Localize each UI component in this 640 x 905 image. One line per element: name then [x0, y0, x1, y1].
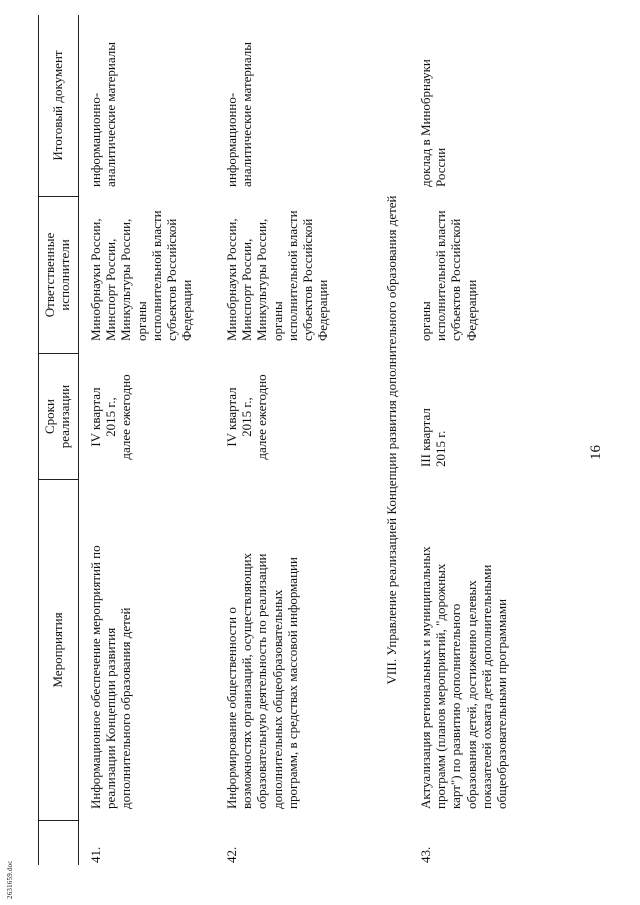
result-line: доклад в Минобрнауки: [418, 59, 433, 187]
result-line: аналитические материалы: [239, 42, 255, 187]
result-line: информационно-: [88, 92, 103, 187]
header-result: [50, 15, 65, 196]
event-line: программ (планов мероприятий, "дорожных: [433, 563, 449, 809]
executor-line: Минобрнауки России,: [224, 218, 239, 341]
page-number: 16: [588, 445, 604, 460]
executor-line: органы: [418, 301, 433, 341]
executor-line: Минкультуры России,: [254, 218, 270, 341]
event-line: образовательную деятельность по реализации: [254, 553, 270, 809]
row-42-event: [224, 553, 300, 809]
row-42-executors: [224, 210, 330, 341]
executor-line: Минобрнауки России,: [88, 218, 103, 341]
result-line: информационно-: [224, 92, 239, 187]
row-42-deadline: [224, 357, 270, 477]
header-executors-line1: Ответственные: [42, 232, 57, 318]
executor-line: исполнительной власти: [284, 210, 300, 341]
row-41-executors: [88, 210, 194, 341]
deadline-line: IV квартал: [224, 387, 239, 447]
row-42-number: [224, 847, 239, 863]
row-41-result: [88, 42, 118, 187]
row-42-result: [224, 42, 254, 187]
header-result-text: Итоговый документ: [50, 50, 65, 161]
row-43-deadline: [418, 408, 448, 467]
event-line: дополнительных общеобразовательных: [269, 589, 285, 809]
table-top-border: [38, 15, 39, 865]
row-43-event: [418, 546, 509, 809]
section-title: [384, 15, 400, 865]
header-executors-line2: исполнители: [57, 239, 72, 311]
event-line: дополнительного образования детей: [118, 607, 134, 809]
header-events-text: Мероприятия: [50, 612, 65, 688]
event-line: показателей охвата детей дополнительными: [478, 564, 494, 809]
event-line: общеобразовательными программами: [494, 598, 510, 809]
executor-line: субъектов Российской: [448, 218, 464, 341]
event-line: возможностях организаций, осуществляющих: [239, 552, 255, 809]
header-deadline: [42, 354, 72, 479]
executor-line: органы: [133, 301, 149, 341]
event-line: Актуализация региональных и муниципальных: [418, 546, 433, 809]
executor-line: Федерации: [179, 279, 195, 341]
row-41-number: [88, 847, 103, 863]
header-deadline-line2: реализации: [57, 384, 72, 449]
executor-line: Федерации: [463, 279, 479, 341]
executor-line: Минспорт России,: [103, 238, 119, 341]
row-41-event: [88, 545, 134, 809]
header-divider-1: [38, 820, 78, 821]
event-line: Информационное обеспечение мероприятий по: [88, 545, 103, 809]
header-deadline-line1: Сроки: [42, 399, 57, 434]
event-line: карт") по развитию дополнительного: [448, 603, 464, 809]
executor-line: Минспорт России,: [239, 238, 255, 341]
measures-table: [38, 15, 596, 865]
header-executors: [42, 197, 72, 353]
row-43-executors: [418, 210, 479, 341]
executor-line: исполнительной власти: [433, 210, 449, 341]
deadline-line: 2015 г.,: [103, 397, 119, 437]
row-number: 42.: [224, 846, 239, 863]
row-43-number: [418, 847, 433, 863]
executor-line: органы: [269, 301, 285, 341]
deadline-line: 2015 г.,: [239, 397, 255, 437]
event-line: образования детей, достижению целевых: [463, 580, 479, 809]
document-id: 2631659.doc: [6, 860, 14, 899]
row-number: 43.: [418, 846, 433, 863]
section-title-text: VIII. Управление реализацией Концепции развития дополнительного образования детей: [384, 195, 399, 685]
event-line: реализации Концепции развития: [103, 627, 119, 809]
executor-line: субъектов Российской: [300, 218, 316, 341]
event-line: Информирование общественности о: [224, 607, 239, 809]
header-events: [50, 480, 65, 820]
event-line: программ, в средствах массовой информации: [284, 557, 300, 809]
deadline-line: IV квартал: [88, 387, 103, 447]
deadline-line: III квартал: [418, 408, 433, 467]
result-line: аналитические материалы: [103, 42, 119, 187]
executor-line: исполнительной власти: [148, 210, 164, 341]
executor-line: Минкультуры России,: [118, 218, 134, 341]
row-43-result: [418, 59, 448, 187]
executor-line: Федерации: [315, 279, 331, 341]
deadline-line: 2015 г.: [433, 430, 449, 467]
row-41-deadline: [88, 357, 134, 477]
executor-line: субъектов Российской: [164, 218, 180, 341]
deadline-line: далее ежегодно: [254, 374, 270, 460]
row-number: 41.: [88, 846, 103, 863]
result-line: России: [433, 147, 449, 187]
header-bottom-border: [78, 15, 79, 865]
deadline-line: далее ежегодно: [118, 374, 134, 460]
